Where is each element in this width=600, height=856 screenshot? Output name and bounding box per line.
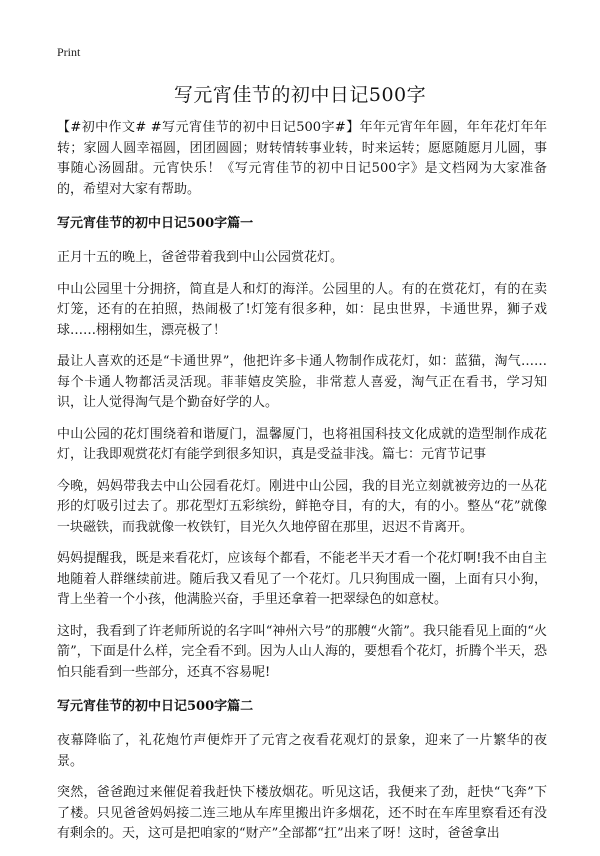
paragraph: 妈妈提醒我，既是来看花灯，应该每个都看，不能老半天才看一个花灯啊!我不由自主地随着人群继续前进。随后我又看见了一个花灯。几只狗围成一圈，上面有只小狗，背上坐着一个小孩，他满脸兴奋，手里还拿着一把翠绿色的如意杖。 — [57, 551, 547, 607]
page-title: 写元宵佳节的初中日记500字 — [173, 84, 427, 106]
paragraph: 中山公园里十分拥挤，简直是人和灯的海洋。公园里的人。有的在赏花灯，有的在卖灯笼，还有的在拍照，热闹极了!灯笼有很多种，如：昆虫世界，卡通世界，狮子戏球……栩栩如生，漂亮极了！ — [57, 281, 547, 338]
paragraph: 这时，我看到了许老师所说的名字叫“神州六号”的那艘“火箭”。我只能看见上面的“火箭”，下面是什么样，完全看不到。因为人山人海的，要想看个花灯，折腾个半天，恐怕只能看到一些部分，还真不容易呢! — [57, 623, 547, 680]
intro-paragraph: 【#初中作文# #写元宵佳节的初中日记500字#】年年元宵年年圆，年年花灯年年转；家圆人圆幸福圆，团团圆圆；财转情转事业转，时来运转；愿愿随愿月儿圆，事事随心汤圆甜。元宵快乐！《写元宵佳节的初中日记500字》是文档网为大家准备的，希望对大家有帮助。 — [57, 120, 547, 197]
paragraph: 最让人喜欢的还是“卡通世界”，他把许多卡通人物制作成花灯，如：蓝猫，淘气……每个卡通人物都活灵活现。菲菲嬉皮笑脸，非常惹人喜爱，淘气正在看书，学习知识，让人觉得淘气是个勤奋好学的人。 — [57, 354, 547, 410]
paragraph: 突然，爸爸跑过来催促着我赶快下楼放烟花。听见这话，我便来了劲，赶快“飞奔”下了楼。只见爸爸妈妈接二连三地从车库里搬出许多烟花，还不时在车库里察看还有没有剩余的。天，这可是把咱家的“财产”全部都“扛”出来了呀！这时，爸爸拿出 — [57, 785, 547, 841]
section-heading-1: 写元宵佳节的初中日记500字篇一 — [57, 216, 254, 231]
paragraph: 中山公园的花灯围绕着和谐厦门，温馨厦门，也将祖国科技文化成就的造型制作成花灯，让我即观赏花灯有能学到很多知识，真是受益非浅。篇七：元宵节记事 — [57, 426, 547, 462]
article-body — [57, 118, 547, 856]
paragraph: 今晚，妈妈带我去中山公园看花灯。刚进中山公园，我的目光立刻就被旁边的一丛花形的灯吸引过去了。那花型灯五彩缤纷，鲜艳夺目，有的大，有的小。整丛“花”就像一块磁铁，而我就像一枚铁钉，目光久久地停留在那里，迟迟不肯离开。 — [57, 478, 547, 535]
print-link[interactable]: Print — [57, 45, 81, 59]
section-heading-2: 写元宵佳节的初中日记500字篇二 — [57, 699, 254, 714]
paragraph: 夜幕降临了，礼花炮竹声便炸开了元宵之夜看花观灯的景象，迎来了一片繁华的夜景。 — [57, 733, 547, 769]
paragraph: 正月十五的晚上，爸爸带着我到中山公园赏花灯。 — [57, 250, 344, 265]
